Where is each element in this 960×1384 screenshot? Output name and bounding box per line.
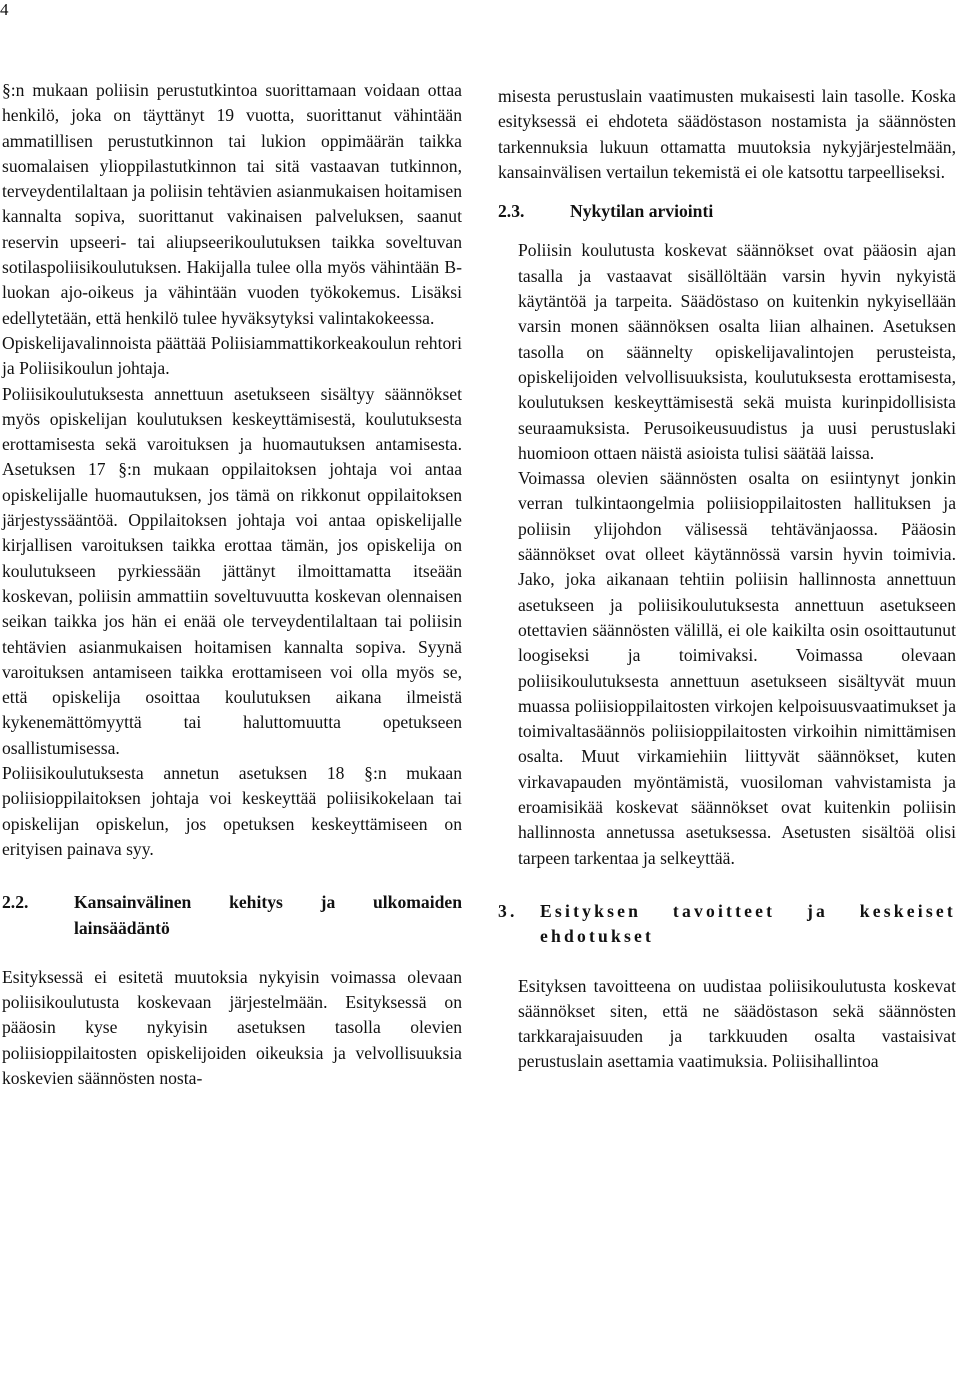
right-paragraph-2: Poliisin koulutusta koskevat säännökset ovat pääosin ajan tasalla ja vastaavat sisällöltään varsin hyvin nykyistä käytäntöä ja tarpeita. Säädöstaso on kuitenkin nykyisellään varsin monen säännöksen osalta liian alhainen. Asetuksen tasolla on säännelty opiskelijavalintojen perusteista, opiskelijoiden velvollisuuksista, koulutuksesta erottamisesta, koulutuksen keskeyttämisestä sekä muista kurinpidollisista seuraamuksista. Perusoikeusuudistus ja uusi perustuslaki huomioon ottaen näistä asioista tulisi säätää laissa. — [518, 240, 956, 463]
left-paragraph-2: Opiskelijavalinnoista päättää Poliisiammattikorkeakoulun rehtori ja Poliisikoulun johtaja. — [2, 332, 462, 379]
left-paragraph-5: Esityksessä ei esitetä muutoksia nykyisin voimassa olevaan poliisikoulutusta koskevaan järjestelmään. Esityksessä on pääosin kyse nykyisin asetuksen tasolla olevien poliisioppilaitosten opiskelijoiden oikeuksia ja velvollisuuksia koskevien säännösten nosta- — [2, 966, 462, 1088]
section-heading-3 — [498, 899, 956, 950]
section-title: Esityksen tavoitteet ja keskeiset ehdotukset — [540, 900, 956, 947]
section-title: Kansainvälinen kehitys ja ulkomaiden lainsäädäntö — [74, 892, 462, 938]
section-title: Nykytilan arviointi — [570, 201, 714, 222]
page-number: 4 — [0, 0, 9, 19]
left-paragraph-4: Poliisikoulutuksesta annetun asetuksen 18 §:n mukaan poliisioppilaitoksen johtaja voi keskeyttää poliisikokelaan tai opiskelijan opiskelun, jos opetuksen keskeyttämiseen on erityisen painava syy. — [2, 763, 462, 859]
section-number: 3. — [498, 900, 518, 921]
right-column — [498, 84, 956, 1075]
left-column — [2, 78, 462, 1091]
left-paragraph-1: §:n mukaan poliisin perustutkintoa suorittamaan voidaan ottaa henkilö, joka on täyttänyt 19 vuotta, suorittanut vähintään ammatillisen perustutkinnon tai lukion oppimäärän taikka suomalaisen ylioppilastutkinnon tai sitä vastaavan tutkinnon, terveydentilaltaan ja poliisin tehtävien asianmukaisen hoitamisen kannalta sopiva, suorittanut vakinaisen palveluksen, saanut reservin upseeri- tai aliupseerikoulutuksen taikka soveltuvan sotilaspoliisikoulutuksen. Hakijalla tulee olla myös vähintään B-luokan ajo-oikeus ja vähintään vuoden työkokemus. Lisäksi edellytetään, että henkilö tulee hyväksytyksi valintakokeessa. — [2, 80, 462, 328]
right-paragraph-1: misesta perustuslain vaatimusten mukaisesti lain tasolle. Koska esityksessä ei ehdoteta säädöstason nostamista ja säännösten tarkennuksia lukuun ottamatta muutoksia nykyjärjestelmään, kansainvälisen vertailun tekemistä ei ole katsottu tarpeelliseksi. — [498, 86, 956, 182]
section-heading-2-3 — [498, 199, 956, 224]
section-number: 2.2. — [2, 892, 29, 913]
left-paragraph-3: Poliisikoulutuksesta annettuun asetukseen sisältyy säännökset myös opiskelijan koulutuksen keskeyttämisestä, koulutuksesta erottamisesta sekä varoituksen ja huomautuksen antamisesta. Asetuksen 17 §:n mukaan oppilaitoksen johtaja voi antaa opiskelijalle huomautuksen, jos tämä on rikkonut oppilaitoksen järjestyssääntöä. Oppilaitoksen johtaja voi antaa opiskelijalle kirjallisen varoituksen taikka erottaa tämän, jos opiskelija on koulutukseen pyrkiessään jättänyt ilmoittamatta itseään koskevan, poliisin ammattiin soveltuvuutta koskevan olennaisen seikan taikka jos hän ei enää ole terveydentilaltaan tai poliisin tehtävien asianmukaisen hoitamisen kannalta sopiva. Syynä varoituksen antamiseen taikka erottamiseen voi olla myös se, että opiskelija osoittaa koulutuksen aikana ilmeistä kykenemättömyyttä tai haluttomuutta opetukseen osallistumisessa. — [2, 383, 462, 758]
section-heading-2-2 — [2, 890, 462, 941]
section-number: 2.3. — [498, 201, 525, 222]
right-paragraph-4: Esityksen tavoitteena on uudistaa poliisikoulutusta koskevat säännökset siten, että ne säädöstason sekä säännösten tarkkarajaisuuden ja tarkkuuden osalta vastaisivat perustuslain asettamia vaatimuksia. Poliisihallintoa — [518, 975, 956, 1072]
right-paragraph-3: Voimassa olevien säännösten osalta on esiintynyt jonkin verran tulkintaongelmia poliisioppilaitosten hallituksen ja poliisin ylijohdon välisessä tehtävänjaossa. Pääosin säännökset ovat olleet käytännössä varsin hyvin toimivia. Jako, joka aikanaan tehtiin poliisin hallinnosta annettuun asetukseen ja poliisikoulutuksesta annettuun asetukseen otettavien säännösten välillä, ei ole kaikilta osin osoittautunut loogiseksi ja toimivaksi. Voimassa olevaan poliisikoulutuksesta annettuun asetukseen sisältyvät muun muassa poliisioppilaitosten virkojen kelpoisuusvaatimukset ja toimivaltasäännös poliisioppilaitosten virkoihin nimittämisen osalta. Muut virkamiehiin liittyvät säännökset, kuten virkavapauden myöntämistä, vuosiloman vahvistamista ja eroamisikää koskevat säännökset ovat kuitenkin poliisin hallinnosta annetussa asetuksessa. Asetusten sisältöä olisi tarpeen tarkentaa ja selkeyttää. — [518, 468, 956, 868]
